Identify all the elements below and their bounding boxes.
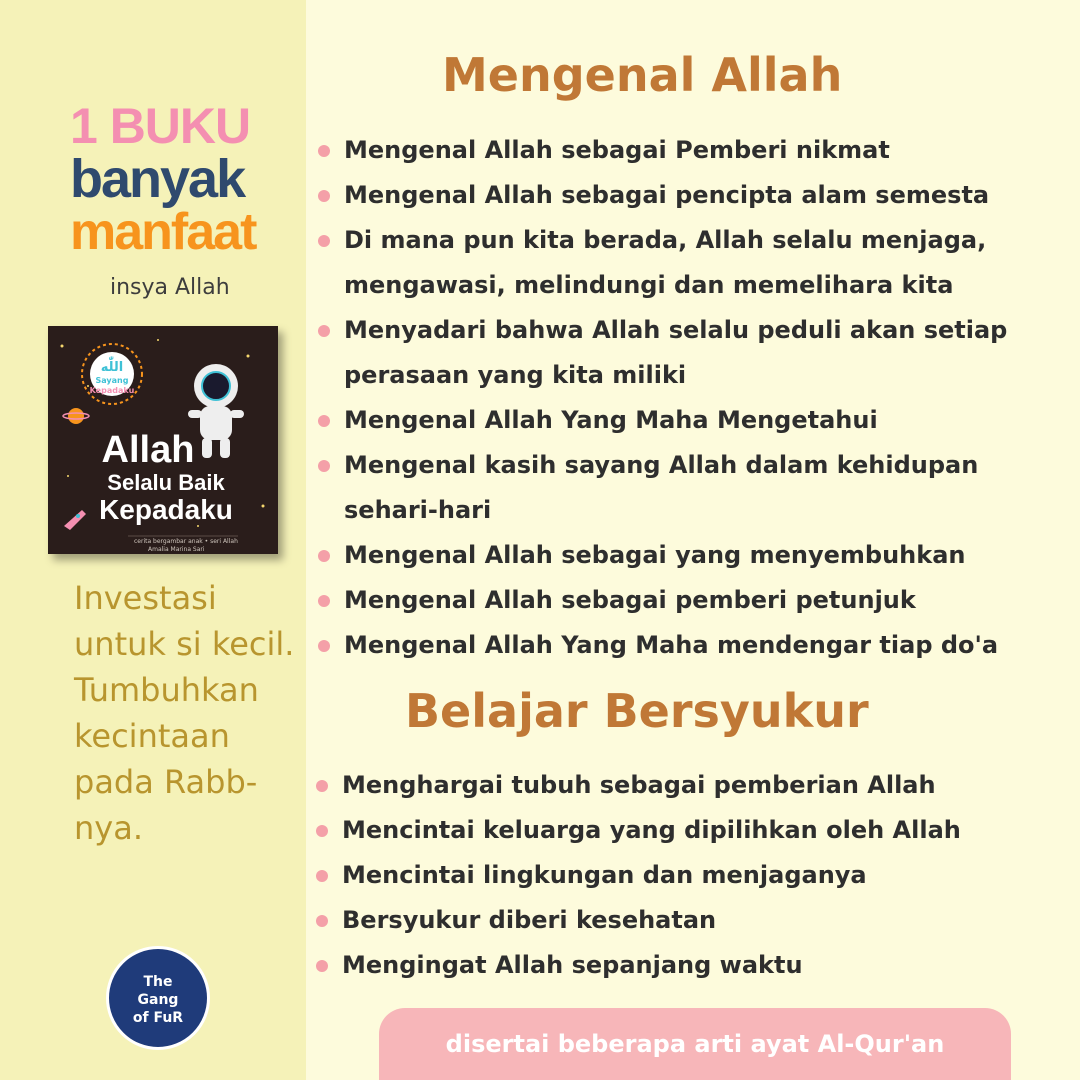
book-title-3: Kepadaku bbox=[99, 494, 233, 525]
book-title-2: Selalu Baik bbox=[107, 470, 225, 495]
promo-subtitle: insya Allah bbox=[110, 275, 230, 300]
list-item: Bersyukur diberi kesehatan bbox=[316, 898, 1016, 943]
book-badge-line-1: Sayang bbox=[95, 376, 129, 385]
bullet-icon bbox=[318, 460, 330, 472]
list-item: Mengenal Allah sebagai pemberi petunjuk bbox=[318, 578, 1070, 623]
bullet-icon bbox=[316, 780, 328, 792]
promo-line-1: 1 BUKU bbox=[70, 98, 251, 154]
list-item: Mengenal Allah Yang Maha Mengetahui bbox=[318, 398, 1070, 443]
bullet-icon bbox=[318, 550, 330, 562]
list-item: Mengenal Allah sebagai Pemberi nikmat bbox=[318, 128, 1070, 173]
logo-line-3: of FuR bbox=[132, 1010, 184, 1026]
tagline: Investasi untuk si kecil. Tumbuhkan kecintaan pada Rabb-nya. bbox=[74, 579, 295, 847]
section1-list bbox=[318, 128, 1070, 668]
bullet-icon bbox=[316, 870, 328, 882]
planet-icon bbox=[63, 408, 89, 424]
bullet-icon bbox=[318, 415, 330, 427]
logo-text bbox=[109, 973, 207, 1027]
bullet-icon bbox=[316, 915, 328, 927]
book-badge-arabic: اللّٰه bbox=[100, 360, 124, 375]
list-item: Menghargai tubuh sebagai pemberian Allah bbox=[316, 763, 1016, 808]
section-title-mengenal: Mengenal Allah bbox=[442, 48, 843, 102]
list-item: Mengenal Allah Yang Maha mendengar tiap do'a bbox=[318, 623, 1070, 668]
brand-logo bbox=[106, 946, 210, 1050]
footer-banner: disertai beberapa arti ayat Al-Qur'an bbox=[379, 1008, 1011, 1080]
list-item: Mengenal kasih sayang Allah dalam kehidupan bbox=[318, 443, 1070, 488]
logo-line-1: The bbox=[143, 974, 173, 990]
list-item: Menyadari bahwa Allah selalu peduli akan setiap bbox=[318, 308, 1070, 353]
list-item: Di mana pun kita berada, Allah selalu menjaga, bbox=[318, 218, 1070, 263]
list-item: Mengenal Allah sebagai yang menyembuhkan bbox=[318, 533, 1070, 578]
section-title-bersyukur: Belajar Bersyukur bbox=[405, 684, 869, 738]
promo-line-3: manfaat bbox=[70, 203, 256, 261]
list-item: Mengingat Allah sepanjang waktu bbox=[316, 943, 1016, 988]
bullet-icon bbox=[316, 825, 328, 837]
book-badge-line-2: Kepadaku bbox=[89, 386, 135, 395]
book-cover bbox=[48, 326, 278, 554]
bullet-icon bbox=[318, 325, 330, 337]
book-caption: cerita bergambar anak • seri Allah bbox=[134, 538, 238, 545]
bullet-icon bbox=[318, 190, 330, 202]
bullet-icon bbox=[316, 960, 328, 972]
bullet-icon bbox=[318, 145, 330, 157]
list-item: Mengenal Allah sebagai pencipta alam semesta bbox=[318, 173, 1070, 218]
bullet-icon bbox=[318, 235, 330, 247]
list-item: Mencintai lingkungan dan menjaganya bbox=[316, 853, 1016, 898]
bullet-icon bbox=[318, 595, 330, 607]
promo-headline bbox=[70, 98, 290, 261]
section2-list bbox=[316, 763, 1016, 988]
logo-line-2: Gang bbox=[137, 992, 179, 1008]
list-item-continuation: sehari-hari bbox=[344, 496, 492, 524]
list-item: Mencintai keluarga yang dipilihkan oleh Allah bbox=[316, 808, 1016, 853]
book-title-1: Allah bbox=[101, 429, 195, 471]
book-author: Amalia Marina Sari bbox=[148, 546, 205, 553]
list-item-continuation: perasaan yang kita miliki bbox=[344, 361, 687, 389]
bullet-icon bbox=[318, 640, 330, 652]
list-item-continuation: mengawasi, melindungi dan memelihara kita bbox=[344, 271, 954, 299]
promo-line-2: banyak bbox=[70, 149, 245, 209]
